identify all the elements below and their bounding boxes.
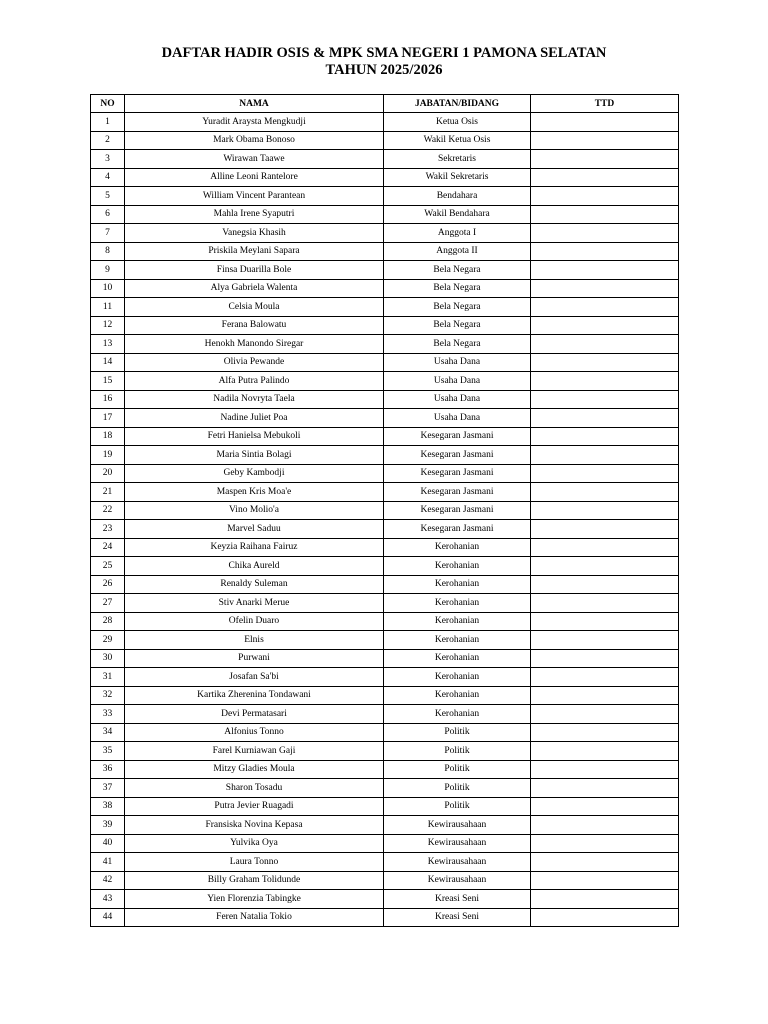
table-row	[91, 760, 679, 779]
table-row	[91, 816, 679, 835]
signature-cell[interactable]	[531, 723, 679, 742]
signature-cell[interactable]	[531, 316, 679, 335]
row-number-cell: 41	[91, 853, 125, 872]
signature-cell[interactable]	[531, 372, 679, 391]
table-row	[91, 427, 679, 446]
member-name-cell: Nadila Novryta Taela	[125, 390, 384, 409]
row-number-cell: 35	[91, 742, 125, 761]
member-name-cell: Purwani	[125, 649, 384, 668]
row-number-cell: 14	[91, 353, 125, 372]
position-cell: Kerohanian	[384, 686, 531, 705]
table-row	[91, 797, 679, 816]
member-name-cell: Wirawan Taawe	[125, 150, 384, 169]
member-name-cell: Olivia Pewande	[125, 353, 384, 372]
row-number-cell: 9	[91, 261, 125, 280]
position-cell: Kewirausahaan	[384, 834, 531, 853]
table-row	[91, 372, 679, 391]
table-row	[91, 908, 679, 927]
table-row	[91, 705, 679, 724]
table-row	[91, 464, 679, 483]
row-number-cell: 1	[91, 113, 125, 132]
signature-cell[interactable]	[531, 816, 679, 835]
signature-cell[interactable]	[531, 224, 679, 243]
member-name-cell: Stiv Anarki Merue	[125, 594, 384, 613]
row-number-cell: 2	[91, 131, 125, 150]
table-row	[91, 150, 679, 169]
position-cell: Kerohanian	[384, 612, 531, 631]
signature-cell[interactable]	[531, 742, 679, 761]
signature-cell[interactable]	[531, 520, 679, 539]
row-number-cell: 4	[91, 168, 125, 187]
table-row	[91, 298, 679, 317]
table-row	[91, 853, 679, 872]
signature-cell[interactable]	[531, 853, 679, 872]
signature-cell[interactable]	[531, 501, 679, 520]
header-no: NO	[91, 95, 125, 113]
member-name-cell: Billy Graham Tolidunde	[125, 871, 384, 890]
member-name-cell: Sharon Tosadu	[125, 779, 384, 798]
position-cell: Bela Negara	[384, 279, 531, 298]
row-number-cell: 27	[91, 594, 125, 613]
signature-cell[interactable]	[531, 242, 679, 261]
row-number-cell: 24	[91, 538, 125, 557]
attendance-table-body	[91, 113, 679, 927]
row-number-cell: 10	[91, 279, 125, 298]
member-name-cell: Chika Aureld	[125, 557, 384, 576]
table-row	[91, 113, 679, 132]
table-row	[91, 409, 679, 428]
position-cell: Anggota I	[384, 224, 531, 243]
table-row	[91, 224, 679, 243]
document-subtitle-year: TAHUN 2025/2026	[325, 62, 443, 78]
table-row	[91, 668, 679, 687]
row-number-cell: 25	[91, 557, 125, 576]
row-number-cell: 26	[91, 575, 125, 594]
member-name-cell: Mark Obama Bonoso	[125, 131, 384, 150]
member-name-cell: Keyzia Raihana Fairuz	[125, 538, 384, 557]
signature-cell[interactable]	[531, 150, 679, 169]
position-cell: Bela Negara	[384, 261, 531, 280]
signature-cell[interactable]	[531, 557, 679, 576]
row-number-cell: 33	[91, 705, 125, 724]
position-cell: Anggota II	[384, 242, 531, 261]
table-row	[91, 612, 679, 631]
header-jabatan: JABATAN/BIDANG	[384, 95, 531, 113]
position-cell: Sekretaris	[384, 150, 531, 169]
table-row	[91, 316, 679, 335]
signature-cell[interactable]	[531, 649, 679, 668]
member-name-cell: Yien Florenzia Tabingke	[125, 890, 384, 909]
position-cell: Usaha Dana	[384, 409, 531, 428]
member-name-cell: Geby Kambodji	[125, 464, 384, 483]
row-number-cell: 21	[91, 483, 125, 502]
member-name-cell: Laura Tonno	[125, 853, 384, 872]
member-name-cell: Alya Gabriela Walenta	[125, 279, 384, 298]
position-cell: Kewirausahaan	[384, 853, 531, 872]
position-cell: Kesegaran Jasmani	[384, 464, 531, 483]
position-cell: Ketua Osis	[384, 113, 531, 132]
signature-cell[interactable]	[531, 631, 679, 650]
signature-cell[interactable]	[531, 834, 679, 853]
row-number-cell: 34	[91, 723, 125, 742]
table-row	[91, 501, 679, 520]
signature-cell[interactable]	[531, 760, 679, 779]
member-name-cell: Ofelin Duaro	[125, 612, 384, 631]
row-number-cell: 12	[91, 316, 125, 335]
row-number-cell: 6	[91, 205, 125, 224]
position-cell: Kerohanian	[384, 594, 531, 613]
position-cell: Politik	[384, 779, 531, 798]
signature-cell[interactable]	[531, 797, 679, 816]
table-row	[91, 631, 679, 650]
member-name-cell: Elnis	[125, 631, 384, 650]
signature-cell[interactable]	[531, 538, 679, 557]
row-number-cell: 18	[91, 427, 125, 446]
position-cell: Kesegaran Jasmani	[384, 446, 531, 465]
signature-cell[interactable]	[531, 353, 679, 372]
table-row	[91, 538, 679, 557]
header-ttd: TTD	[531, 95, 679, 113]
signature-cell[interactable]	[531, 705, 679, 724]
signature-cell[interactable]	[531, 261, 679, 280]
signature-cell[interactable]	[531, 113, 679, 132]
row-number-cell: 15	[91, 372, 125, 391]
member-name-cell: Yuradit Araysta Mengkudji	[125, 113, 384, 132]
position-cell: Politik	[384, 742, 531, 761]
table-row	[91, 390, 679, 409]
position-cell: Bela Negara	[384, 335, 531, 354]
row-number-cell: 44	[91, 908, 125, 927]
position-cell: Kreasi Seni	[384, 890, 531, 909]
table-row	[91, 594, 679, 613]
header-nama: NAMA	[125, 95, 384, 113]
table-row	[91, 353, 679, 372]
signature-cell[interactable]	[531, 427, 679, 446]
position-cell: Kerohanian	[384, 649, 531, 668]
member-name-cell: Maria Sintia Bolagi	[125, 446, 384, 465]
table-row	[91, 335, 679, 354]
member-name-cell: Devi Permatasari	[125, 705, 384, 724]
signature-cell[interactable]	[531, 668, 679, 687]
member-name-cell: Marvel Saduu	[125, 520, 384, 539]
position-cell: Bela Negara	[384, 316, 531, 335]
table-row	[91, 279, 679, 298]
table-row	[91, 205, 679, 224]
table-row	[91, 834, 679, 853]
position-cell: Wakil Sekretaris	[384, 168, 531, 187]
row-number-cell: 30	[91, 649, 125, 668]
table-row	[91, 242, 679, 261]
position-cell: Wakil Bendahara	[384, 205, 531, 224]
position-cell: Kreasi Seni	[384, 908, 531, 927]
table-row	[91, 871, 679, 890]
table-row	[91, 131, 679, 150]
row-number-cell: 28	[91, 612, 125, 631]
row-number-cell: 7	[91, 224, 125, 243]
position-cell: Kesegaran Jasmani	[384, 501, 531, 520]
position-cell: Kerohanian	[384, 538, 531, 557]
position-cell: Kesegaran Jasmani	[384, 483, 531, 502]
signature-cell[interactable]	[531, 908, 679, 927]
row-number-cell: 22	[91, 501, 125, 520]
position-cell: Kewirausahaan	[384, 816, 531, 835]
member-name-cell: William Vincent Parantean	[125, 187, 384, 206]
member-name-cell: Fransiska Novina Kepasa	[125, 816, 384, 835]
row-number-cell: 5	[91, 187, 125, 206]
signature-cell[interactable]	[531, 205, 679, 224]
row-number-cell: 36	[91, 760, 125, 779]
member-name-cell: Priskila Meylani Sapara	[125, 242, 384, 261]
position-cell: Bendahara	[384, 187, 531, 206]
member-name-cell: Vino Molio'a	[125, 501, 384, 520]
position-cell: Usaha Dana	[384, 372, 531, 391]
member-name-cell: Fetri Hanielsa Mebukoli	[125, 427, 384, 446]
member-name-cell: Maspen Kris Moa'e	[125, 483, 384, 502]
signature-cell[interactable]	[531, 871, 679, 890]
row-number-cell: 29	[91, 631, 125, 650]
row-number-cell: 42	[91, 871, 125, 890]
position-cell: Usaha Dana	[384, 390, 531, 409]
header-row	[91, 95, 679, 113]
attendance-table-header	[91, 95, 679, 113]
row-number-cell: 40	[91, 834, 125, 853]
position-cell: Kerohanian	[384, 631, 531, 650]
row-number-cell: 19	[91, 446, 125, 465]
member-name-cell: Celsia Moula	[125, 298, 384, 317]
signature-cell[interactable]	[531, 483, 679, 502]
attendance-table	[90, 94, 679, 927]
member-name-cell: Ferana Balowatu	[125, 316, 384, 335]
member-name-cell: Finsa Duarilla Bole	[125, 261, 384, 280]
position-cell: Kesegaran Jasmani	[384, 427, 531, 446]
position-cell: Kerohanian	[384, 668, 531, 687]
signature-cell[interactable]	[531, 575, 679, 594]
table-row	[91, 483, 679, 502]
table-row	[91, 649, 679, 668]
row-number-cell: 20	[91, 464, 125, 483]
row-number-cell: 39	[91, 816, 125, 835]
position-cell: Kerohanian	[384, 557, 531, 576]
position-cell: Kesegaran Jasmani	[384, 520, 531, 539]
position-cell: Politik	[384, 723, 531, 742]
position-cell: Wakil Ketua Osis	[384, 131, 531, 150]
row-number-cell: 13	[91, 335, 125, 354]
signature-cell[interactable]	[531, 612, 679, 631]
row-number-cell: 38	[91, 797, 125, 816]
signature-cell[interactable]	[531, 390, 679, 409]
member-name-cell: Nadine Juliet Poa	[125, 409, 384, 428]
row-number-cell: 17	[91, 409, 125, 428]
signature-cell[interactable]	[531, 168, 679, 187]
member-name-cell: Josafan Sa'bi	[125, 668, 384, 687]
member-name-cell: Feren Natalia Tokio	[125, 908, 384, 927]
member-name-cell: Kartika Zherenina Tondawani	[125, 686, 384, 705]
table-row	[91, 890, 679, 909]
member-name-cell: Mitzy Gladies Moula	[125, 760, 384, 779]
position-cell: Bela Negara	[384, 298, 531, 317]
position-cell: Politik	[384, 760, 531, 779]
position-cell: Kerohanian	[384, 705, 531, 724]
signature-cell[interactable]	[531, 594, 679, 613]
table-row	[91, 446, 679, 465]
signature-cell[interactable]	[531, 446, 679, 465]
member-name-cell: Yulvika Oya	[125, 834, 384, 853]
table-row	[91, 557, 679, 576]
member-name-cell: Henokh Manondo Siregar	[125, 335, 384, 354]
position-cell: Politik	[384, 797, 531, 816]
member-name-cell: Alline Leoni Rantelore	[125, 168, 384, 187]
row-number-cell: 32	[91, 686, 125, 705]
row-number-cell: 43	[91, 890, 125, 909]
table-row	[91, 187, 679, 206]
table-row	[91, 742, 679, 761]
signature-cell[interactable]	[531, 779, 679, 798]
position-cell: Kerohanian	[384, 575, 531, 594]
row-number-cell: 3	[91, 150, 125, 169]
table-row	[91, 686, 679, 705]
table-row	[91, 779, 679, 798]
signature-cell[interactable]	[531, 279, 679, 298]
position-cell: Usaha Dana	[384, 353, 531, 372]
row-number-cell: 31	[91, 668, 125, 687]
table-row	[91, 168, 679, 187]
member-name-cell: Renaldy Suleman	[125, 575, 384, 594]
table-row	[91, 261, 679, 280]
member-name-cell: Farel Kurniawan Gaji	[125, 742, 384, 761]
table-row	[91, 723, 679, 742]
member-name-cell: Mahla Irene Syaputri	[125, 205, 384, 224]
signature-cell[interactable]	[531, 464, 679, 483]
signature-cell[interactable]	[531, 686, 679, 705]
signature-cell[interactable]	[531, 187, 679, 206]
member-name-cell: Alfonius Tonno	[125, 723, 384, 742]
table-row	[91, 575, 679, 594]
signature-cell[interactable]	[531, 298, 679, 317]
position-cell: Kewirausahaan	[384, 871, 531, 890]
member-name-cell: Alfa Putra Palindo	[125, 372, 384, 391]
row-number-cell: 16	[91, 390, 125, 409]
document-title: DAFTAR HADIR OSIS & MPK SMA NEGERI 1 PAMONA SELATAN	[161, 45, 607, 61]
signature-cell[interactable]	[531, 335, 679, 354]
row-number-cell: 11	[91, 298, 125, 317]
table-row	[91, 520, 679, 539]
member-name-cell: Vanegsia Khasih	[125, 224, 384, 243]
signature-cell[interactable]	[531, 409, 679, 428]
member-name-cell: Putra Jevier Ruagadi	[125, 797, 384, 816]
row-number-cell: 23	[91, 520, 125, 539]
signature-cell[interactable]	[531, 890, 679, 909]
row-number-cell: 8	[91, 242, 125, 261]
row-number-cell: 37	[91, 779, 125, 798]
signature-cell[interactable]	[531, 131, 679, 150]
